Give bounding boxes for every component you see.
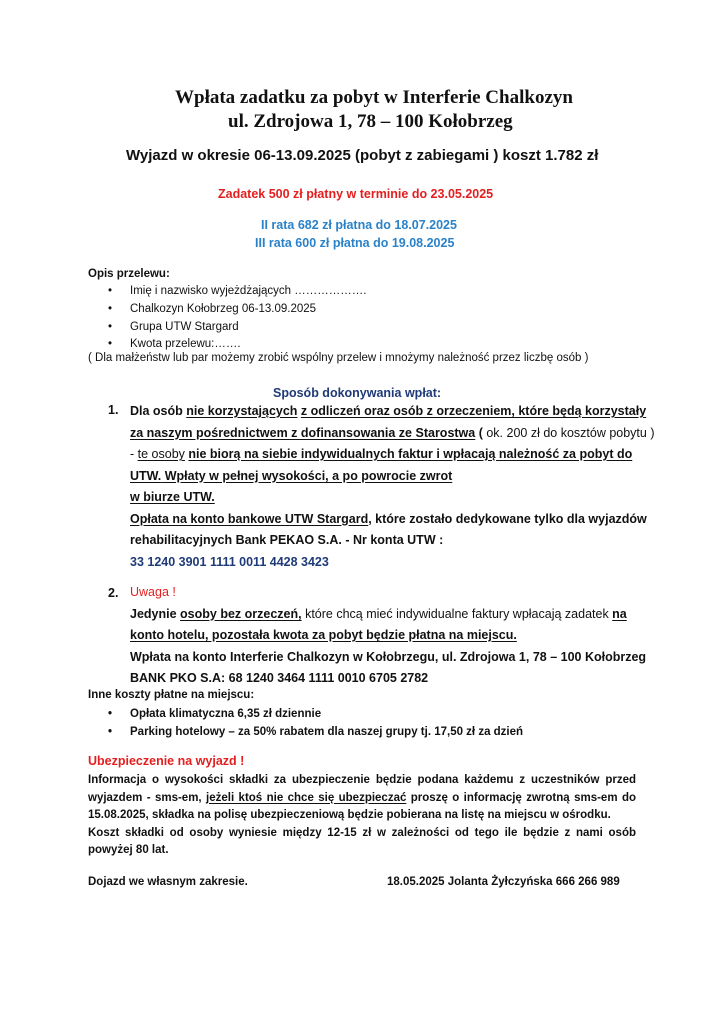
title-line-2: ul. Zdrojowa 1, 78 – 100 Kołobrzeg bbox=[228, 111, 513, 132]
transfer-item: • Imię i nazwisko wyjeżdżających ………………. bbox=[130, 285, 366, 297]
other-costs-heading: Inne koszty płatne na miejscu: bbox=[88, 689, 255, 701]
transfer-item: • Grupa UTW Stargard bbox=[130, 321, 239, 333]
utw-account-number: 33 1240 3901 1111 0011 4428 3423 bbox=[130, 554, 329, 569]
payment-point-2 bbox=[130, 582, 660, 690]
cost-item: • Parking hotelowy – za 50% rabatem dla naszej grupy tj. 17,50 zł za dzień bbox=[130, 726, 523, 738]
p9: nie biorą na siebie indywidualnych faktur i wpłacają należność za pobyt do UTW. bbox=[130, 447, 633, 483]
payment-heading: Sposób dokonywania wpłat: bbox=[273, 386, 442, 400]
p4: z odliczeń oraz osób z orzeczeniem, które będą korzystały za naszym pośrednictwem z dofinansowania ze Starostwa bbox=[130, 404, 647, 440]
p11: w biurze UTW. bbox=[130, 490, 215, 504]
warning: Uwaga ! bbox=[130, 585, 176, 599]
insurance-heading: Ubezpieczenie na wyjazd ! bbox=[88, 754, 245, 768]
transfer-item: • Chalkozyn Kołobrzeg 06-13.09.2025 bbox=[130, 303, 316, 315]
p10: Wpłaty w pełnej wysokości, a po powrocie zwrot bbox=[161, 468, 453, 483]
p3: które chcą mieć indywidualne faktury wpłacają zadatek bbox=[301, 606, 613, 621]
p4: Koszt składki od osoby wyniesie między 12-15 zł w zależności od tego ile będzie z nami osób powyżej 80 lat. bbox=[88, 826, 636, 856]
rate-2-info: II rata 682 zł płatna do 18.07.2025 bbox=[261, 218, 457, 232]
p6: ok. 200 zł do kosztów pobytu ) - bbox=[130, 425, 655, 461]
p2: nie korzystających bbox=[186, 404, 298, 418]
p2: osoby bez orzeczeń, bbox=[180, 606, 302, 621]
p4: na konto hotelu, pozostała kwota za pobyt będzie płatna na miejscu. bbox=[130, 606, 627, 642]
point-2-number: 2. bbox=[108, 586, 119, 600]
p13: , które zostało dedykowane tylko dla wyjazdów rehabilitacyjnych Bank PEKAO S.A. - Nr konta UTW : bbox=[130, 511, 647, 547]
payment-point-1 bbox=[130, 401, 660, 573]
p2: jeżeli ktoś nie chce się ubezpieczać bbox=[206, 791, 407, 804]
cost-item: • Opłata klimatyczna 6,35 zł dziennie bbox=[130, 708, 321, 720]
travel-note: Dojazd we własnym zakresie. bbox=[88, 876, 248, 888]
signature: 18.05.2025 Jolanta Żyłczyńska 666 266 989 bbox=[387, 876, 620, 888]
p5: ( bbox=[475, 425, 487, 440]
p5: Wpłata na konto Interferie Chalkozyn w Kołobrzegu, ul. Zdrojowa 1, 78 – 100 Kołobrzeg BANK PKO S.A: 68 1240 3464 1111 0010 6705 2782 bbox=[130, 649, 647, 685]
trip-info: Wyjazd w okresie 06-13.09.2025 (pobyt z zabiegami ) koszt 1.782 zł bbox=[126, 147, 599, 164]
title-line-1: Wpłata zadatku za pobyt w Interferie Chalkozyn bbox=[175, 87, 573, 108]
deposit-info: Zadatek 500 zł płatny w terminie do 23.05.2025 bbox=[218, 187, 494, 201]
p7: te osoby bbox=[137, 447, 185, 461]
p1: Jedynie bbox=[130, 606, 181, 621]
transfer-item: • Kwota przelewu:……. bbox=[130, 338, 241, 350]
p12: Opłata na konto bankowe UTW Stargard bbox=[130, 511, 369, 526]
transfer-note: ( Dla małżeństw lub par możemy zrobić wspólny przelew i mnożymy należność przez liczbę osób ) bbox=[88, 352, 589, 364]
p3: proszę o informację zwrotną sms-em do 15.08.2025, składka na polisę ubezpieczeniową będzie pobierana na listę na miejscu w ośrodku. bbox=[88, 791, 636, 821]
transfer-description-heading: Opis przelewu: bbox=[88, 268, 170, 280]
rate-3-info: III rata 600 zł płatna do 19.08.2025 bbox=[255, 236, 455, 250]
p1: Dla osób bbox=[130, 404, 187, 418]
page-title bbox=[175, 86, 635, 134]
insurance-text bbox=[88, 772, 636, 860]
point-1-number: 1. bbox=[108, 403, 119, 417]
p1: Informacja o wysokości składki za ubezpieczenie będzie podana każdemu z uczestników przed wyjazdem - sms-em, bbox=[88, 774, 636, 804]
